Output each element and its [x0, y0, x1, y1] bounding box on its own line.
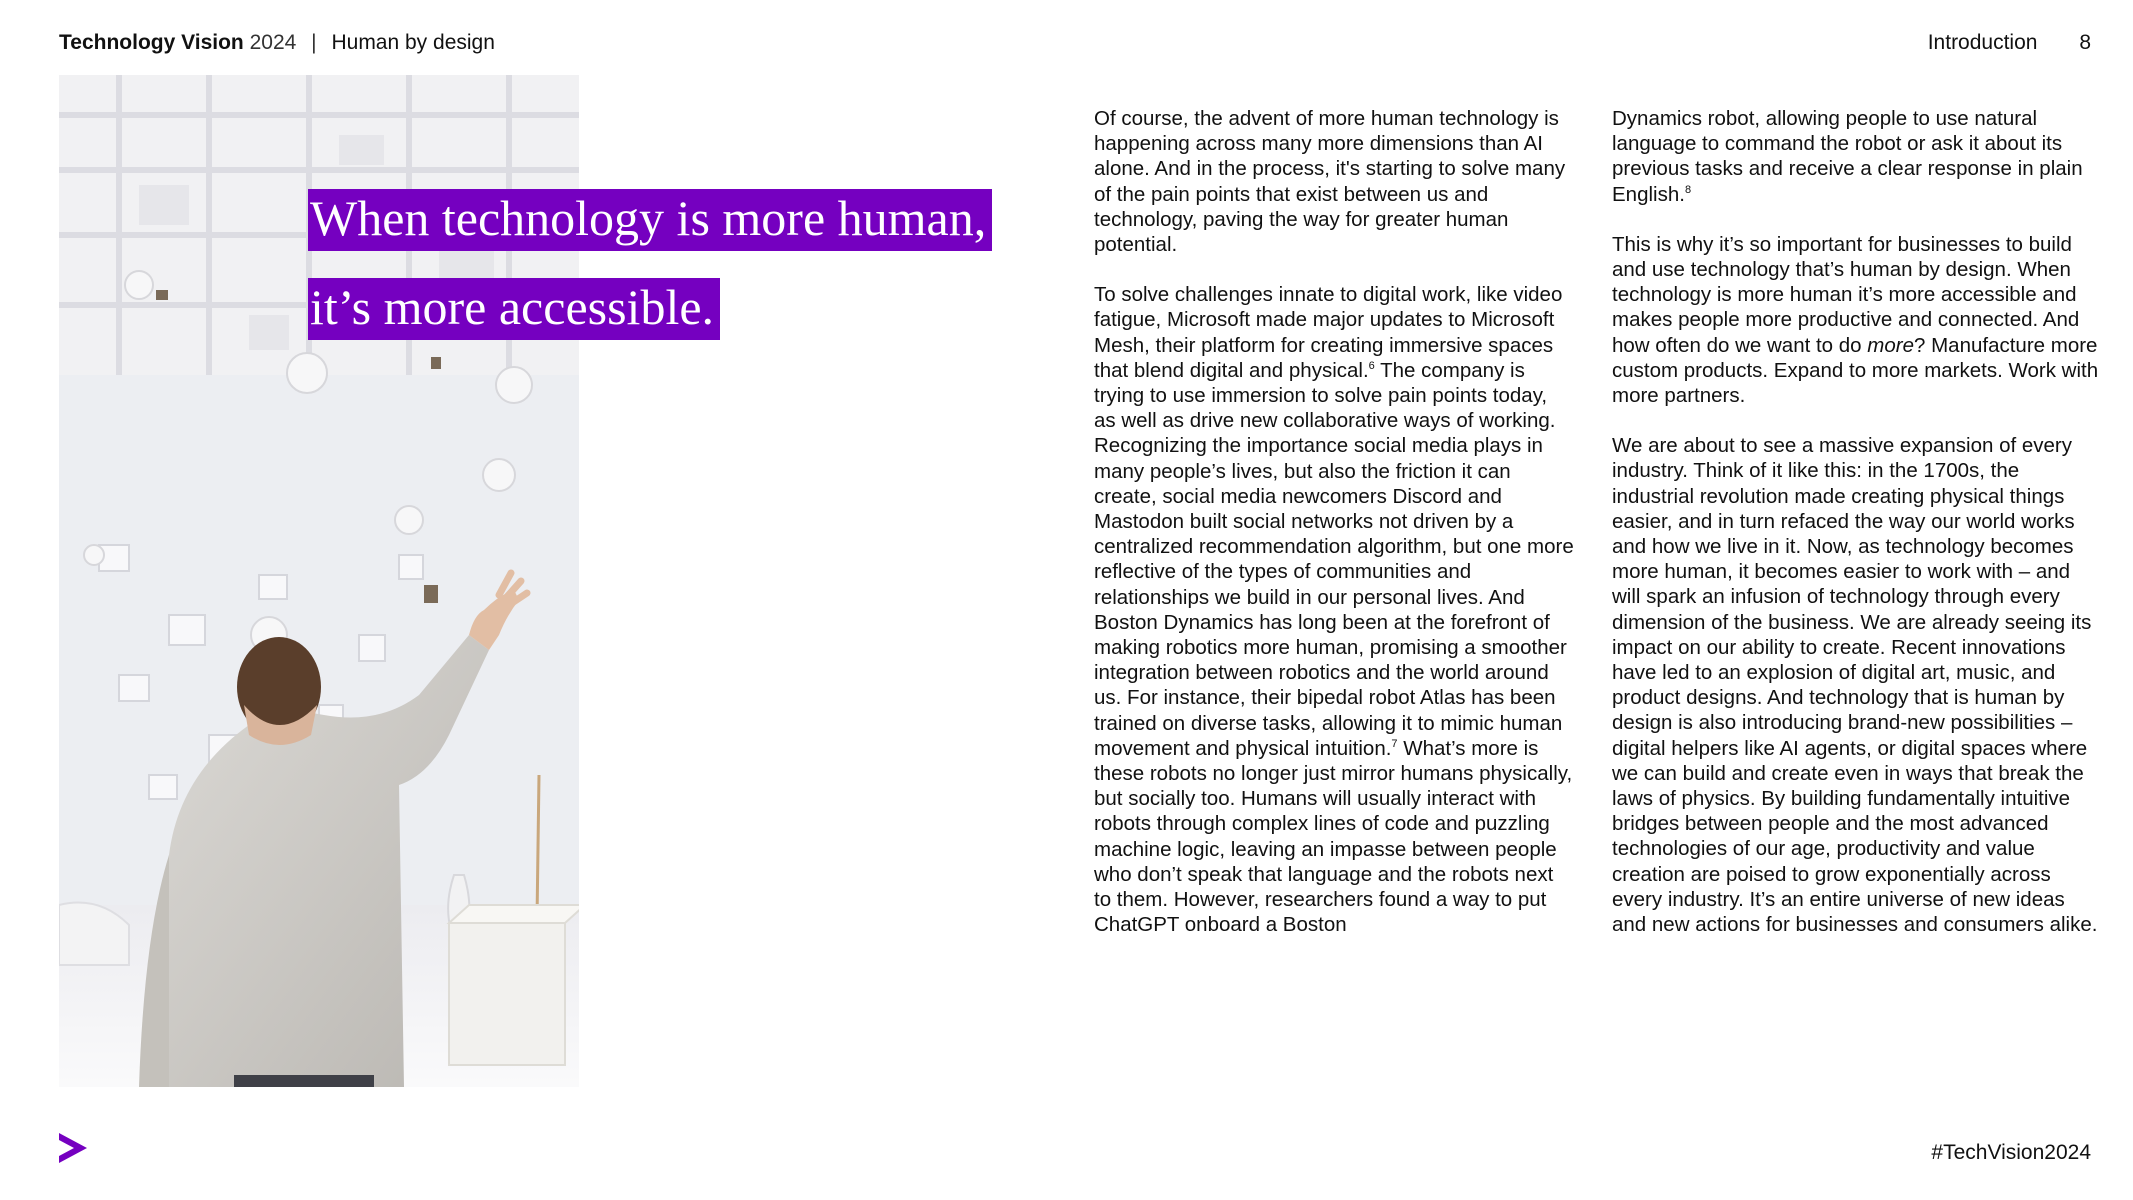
paragraph: Of course, the advent of more human technology is happening across many more dimensions than AI alone. And in the process, it's starting to solve many of the pain points that exist between us and technology, paving the way for greater human potential. — [1094, 107, 1566, 257]
header-nav — [1928, 30, 2091, 56]
paragraph-text: What’s more is these robots no longer just mirror humans physically, but socially too. Humans will usually interact with robots through complex lines of code and puzzling machine logic, leaving an impasse between people who don’t speak that language and the robots next to them. However, researchers found a way to put ChatGPT onboard a Boston — [1094, 736, 1573, 937]
paragraph: We are about to see a massive expansion of every industry. Think of it like this: in the 1700s, the industrial revolution made creating physical things easier, and in turn refaced the way our world works and how we live in it. Now, as technology becomes more human, it becomes easier to work with – and will spark an infusion of technology through every dimension of the business. We are already seeing its impact on our ability to create. Recent innovations have led to an explosion of digital art, music, and product designs. And technology that is human by design is also introducing brand-new possibilities – digital helpers like AI agents, or digital spaces where we can build and create even in ways that break the laws of physics. By building fundamentally intuitive bridges between people and the most advanced technologies of our age, productivity and value creation are poised to grow exponentially across every industry. It’s an entire universe of new ideas and new actions for businesses and consumers alike. — [1612, 434, 2098, 937]
footnote-ref[interactable]: 7 — [1391, 738, 1398, 751]
paragraph-text: To solve challenges innate to digital work, like video fatigue, Microsoft made major updates to Microsoft Mesh, their platform for creating immersive spaces that blend digital and physical. — [1094, 283, 1563, 382]
header-title — [59, 30, 495, 56]
report-year: 2024 — [249, 31, 297, 54]
report-subtitle: Human by design — [331, 31, 495, 54]
paragraph-text: The company is trying to use immersion to solve pain points today, as well as drive new collaborative ways of working. Recognizing the importance social media plays in many people’s lives, but also the friction it can create, social media newcomers Discord and Mastodon built social networks not driven by a centralized recommendation algorithm, but one more reflective of the types of communities and relationships we build in our personal lives. And Boston Dynamics has long been at the forefront of making robotics more human, promising a smoother integration between robotics and the world around us. For instance, their bipedal robot Atlas has been trained on diverse tasks, allowing it to mimic human movement and physical intuition. — [1094, 358, 1574, 760]
paragraph — [1612, 232, 2102, 408]
header-separator: | — [311, 31, 317, 54]
section-link[interactable]: Introduction — [1927, 31, 2038, 54]
paragraph-text: Dynamics robot, allowing people to use natural language to command the robot or ask it about its previous tasks and receive a clear response in plain English. — [1612, 107, 2083, 206]
pull-quote-line-2: it’s more accessible. — [308, 278, 720, 340]
body-column-1 — [1094, 106, 1574, 963]
accenture-chevron-icon[interactable] — [59, 1133, 87, 1163]
paragraph-text: This is why it’s so important for businesses to build and use technology that’s human by design. When technology is more human it’s more accessible and makes people more productive and connected. And how often do we want to do — [1612, 232, 2080, 357]
brand-name: Technology Vision — [59, 31, 244, 54]
footnote-ref[interactable]: 6 — [1368, 360, 1375, 372]
paragraph-text: ? Manufacture more custom products. Expand to more markets. Work with more partners. — [1612, 333, 2099, 408]
page-number: 8 — [2079, 31, 2091, 54]
paragraph — [1094, 282, 1574, 937]
pull-quote-line-1: When technology is more human, — [308, 189, 992, 251]
body-column-2 — [1612, 106, 2102, 962]
paragraph — [1612, 106, 2102, 207]
hashtag: #TechVision2024 — [1931, 1141, 2091, 1164]
footnote-ref[interactable]: 8 — [1684, 183, 1692, 196]
pull-quote — [308, 180, 992, 358]
emphasis-text: more — [1867, 333, 1914, 357]
